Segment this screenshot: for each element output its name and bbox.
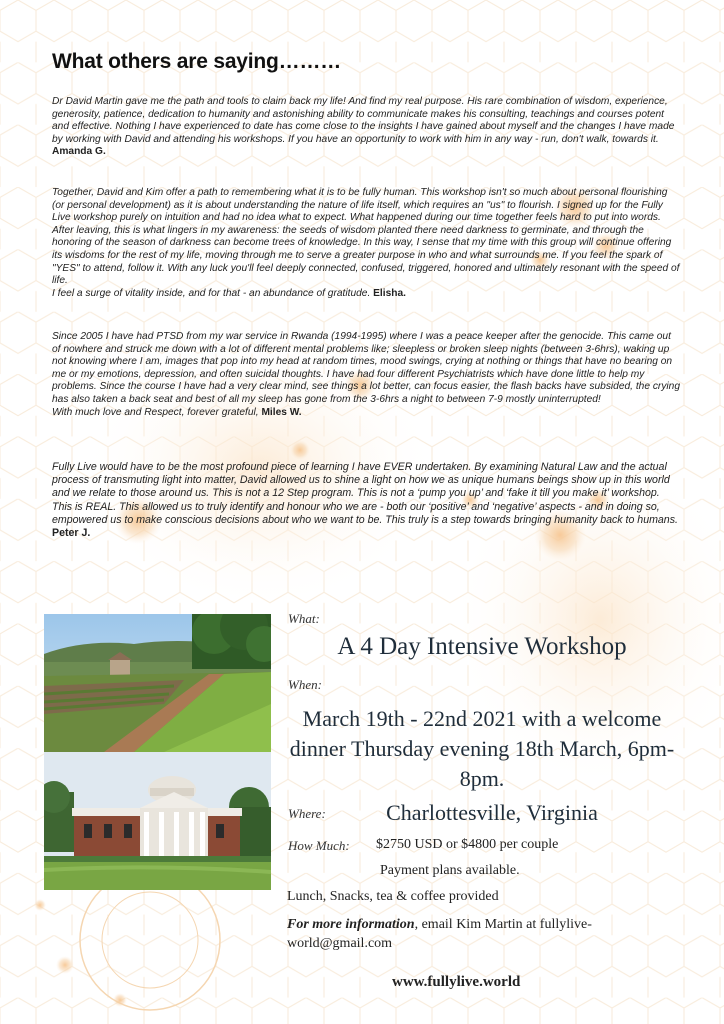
- contact-email-text[interactable]: , email Kim Martin at fullylive-world@gmail.com: [287, 917, 592, 951]
- testimonial-text: Dr David Martin gave me the path and tools to claim back my life! And find my real purpose. His rare combination of wisdom, experience, generosity, patience, dedication to humanity and astonishing ability to communicate makes his consulting, teachings and courses potent and effective. Nothing I have experienced to date has come close to the insights I have gained about myself and the changes I have made by working with David and attending his workshops. If you have an opportunity to work with him in any way - run, don't walk, towards it.: [52, 96, 675, 145]
- page-heading: What others are saying………: [52, 50, 342, 73]
- monticello-photo: [44, 752, 271, 890]
- testimonial-amanda: [52, 96, 680, 159]
- testimonial-elisha: [52, 187, 680, 300]
- testimonial-author: Amanda G.: [52, 146, 106, 158]
- testimonial-author: Miles W.: [261, 406, 302, 418]
- garden-photo: [44, 614, 271, 752]
- when-label: When:: [288, 677, 322, 692]
- testimonial-closing: I feel a surge of vitality inside, and for that - an abundance of gratitude.: [52, 287, 371, 299]
- workshop-title: A 4 Day Intensive Workshop: [337, 633, 627, 660]
- testimonial-text: Fully Live would have to be the most profound piece of learning I have EVER undertaken. By examining Natural Law and the actual process of transmuting light into matter, David allowed us to shine a light on how we as unique humans beings show up in this world and we relate to those around us. This is not a 12 Step program. This is not a ‘pump you up’ and ‘fake it till you make it’ workshop. This is REAL. This allowed us to truly identify and honour who we are - both our ‘positive’ and ‘negative’ aspects - and in doing so, empowered us to make conscious decisions about who we want to be. This truly is a step towards bringing humanity back to humans.: [52, 461, 678, 526]
- workshop-dates: March 19th - 22nd 2021 with a welcome dinner Thursday evening 18th March, 6pm-8pm.: [289, 706, 675, 791]
- contact-lead: For more information: [287, 917, 415, 932]
- contact-info: [287, 915, 667, 953]
- testimonial-peter: [52, 461, 680, 540]
- testimonial-miles: [52, 331, 680, 419]
- website-link[interactable]: www.fullylive.world: [392, 974, 521, 990]
- price-label: How Much:: [288, 838, 350, 853]
- testimonial-text: Together, David and Kim offer a path to remembering what it is to be fully human. This workshop isn't so much about personal flourishing (or personal development) as it is about understanding the nature of life itself, which requires an "us" to flourish. I signed up for the Fully Live workshop purely on intuition and had no idea what to expect. What happened during our time together feels hard to put into words. After leaving, this is what lingers in my awareness: the seeds of wisdom planted there need darkness to germinate, and through the honoring of the season of darkness can become trees of knowledge. In this way, I sense that my time with this group will continue offering its wisdoms for the rest of my life, moving through me to serve a greater purpose in who and what surrounds me. If you feel the spark of "YES" to attend, follow it. With any luck you'll feel deeply connected, confused, triggered, honored and ultimately resonant with the speed of life.: [52, 187, 680, 287]
- price-value: $2750 USD or $4800 per couple: [376, 837, 559, 852]
- testimonial-author: Elisha.: [373, 287, 406, 299]
- catering-note: Lunch, Snacks, tea & coffee provided: [287, 889, 499, 904]
- payment-plans-note: Payment plans available.: [380, 863, 520, 878]
- what-label: What:: [288, 611, 320, 626]
- workshop-location: Charlottesville, Virginia: [386, 800, 598, 825]
- where-label: Where:: [288, 806, 326, 821]
- testimonial-author: Peter J.: [52, 527, 91, 540]
- testimonial-text: Since 2005 I have had PTSD from my war service in Rwanda (1994-1995) where I was a peace keeper after the genocide. This came out of nowhere and struck me down with a lot of different mental problems like; sleepless or broken sleep nights (between 3-6hrs), waking up not knowing where I am, images that pop into my head at random times, mood swings, crying at nothing or things that have no bearing on me or my emotions, depression, and often suicidal thoughts. I have had four different Psychiatrists which have done little to help my problems. Since the course I have had a very clear mind, see things a lot better, can focus easier, the flash backs have subsided, the crying has also taken a back seat and best of all my sleep has gone from the 3-6hrs a night to between 7-9 mostly uninterrupted!: [52, 331, 681, 405]
- testimonial-closing: With much love and Respect, forever grateful,: [52, 406, 259, 418]
